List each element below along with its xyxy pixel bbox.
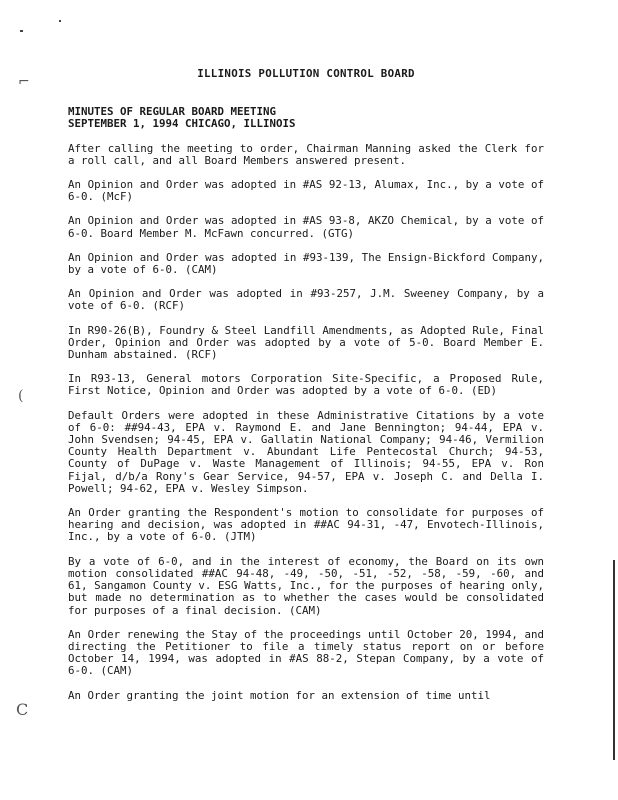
hole-punch-mark: C bbox=[16, 700, 29, 719]
paragraph: Default Orders were adopted in these Administrative Citations by a vote of 6-0: ##94-43, EPA v. Raymond E. and Jane Bennington; 94-44, EPA v. John Svendsen; 94-45, EPA v. Gallatin National Company; 94-46, Vermilion County Health Department v. Abundant Life Pentecostal Church; 94-53, County of DuPage v. Waste Management of Illinois; 94-55, EPA v. Ron Fijal, d/b/a Rony's Gear Service, 94-57, EPA v. Joseph C. and Della I. Powell; 94-62, EPA v. Wesley Simpson. bbox=[68, 408, 544, 495]
document-title: ILLINOIS POLLUTION CONTROL BOARD bbox=[197, 67, 415, 80]
paragraph: An Opinion and Order was adopted in #AS 93-8, AKZO Chemical, by a vote of 6-0. Board Member M. McFawn concurred. (GTG) bbox=[68, 214, 544, 240]
meeting-heading bbox=[68, 106, 544, 130]
minutes-document bbox=[68, 68, 544, 702]
paragraph: In R90-26(B), Foundry & Steel Landfill Amendments, as Adopted Rule, Final Order, Opinion and Order was adopted by a vote of 5-0. Board Member E. Dunham abstained. (RCF) bbox=[68, 323, 544, 362]
paragraph: By a vote of 6-0, and in the interest of economy, the Board on its own motion consolidated ##AC 94-48, -49, -50, -51, -52, -58, -59, -60, and 61, Sangamon County v. ESG Watts, Inc., for the purposes of hearing only, but made no determination as to whether the cases would be consolidated for purposes of a final decision. (CAM) bbox=[68, 554, 544, 617]
paragraph: After calling the meeting to order, Chairman Manning asked the Clerk for a roll call, and all Board Members answered present. bbox=[68, 141, 544, 167]
paragraph: An Opinion and Order was adopted in #93-257, J.M. Sweeney Company, by a vote of 6-0. (RCF) bbox=[68, 287, 544, 313]
paragraph: An Order granting the joint motion for an extension of time until bbox=[68, 688, 491, 702]
meeting-heading-line: MINUTES OF REGULAR BOARD MEETING bbox=[68, 105, 277, 119]
scan-speck bbox=[59, 20, 61, 22]
paragraph: An Opinion and Order was adopted in #AS 92-13, Alumax, Inc., by a vote of 6-0. (McF) bbox=[68, 178, 544, 204]
paragraph: In R93-13, General motors Corporation Site-Specific, a Proposed Rule, First Notice, Opinion and Order was adopted by a vote of 6-0. (ED) bbox=[68, 372, 544, 398]
scan-speck bbox=[20, 30, 23, 32]
page-edge-line bbox=[613, 560, 615, 760]
meeting-date-line: SEPTEMBER 1, 1994 CHICAGO, ILLINOIS bbox=[68, 117, 296, 131]
hole-punch-mark: ⌐ bbox=[18, 74, 30, 90]
paragraph: An Opinion and Order was adopted in #93-139, The Ensign-Bickford Company, by a vote of 6-0. (CAM) bbox=[68, 250, 544, 277]
paragraph: An Order granting the Respondent's motion to consolidate for purposes of hearing and decision, was adopted in ##AC 94-31, -47, Envotech-Illinois, Inc., by a vote of 6-0. (JTM) bbox=[68, 506, 544, 544]
hole-punch-mark: ( bbox=[18, 388, 24, 404]
paragraph: An Order renewing the Stay of the proceedings until October 20, 1994, and directing the Petitioner to file a timely status report on or before October 14, 1994, was adopted in #AS 88-2, Stepan Company, by a vote of 6-0. (CAM) bbox=[68, 627, 544, 678]
